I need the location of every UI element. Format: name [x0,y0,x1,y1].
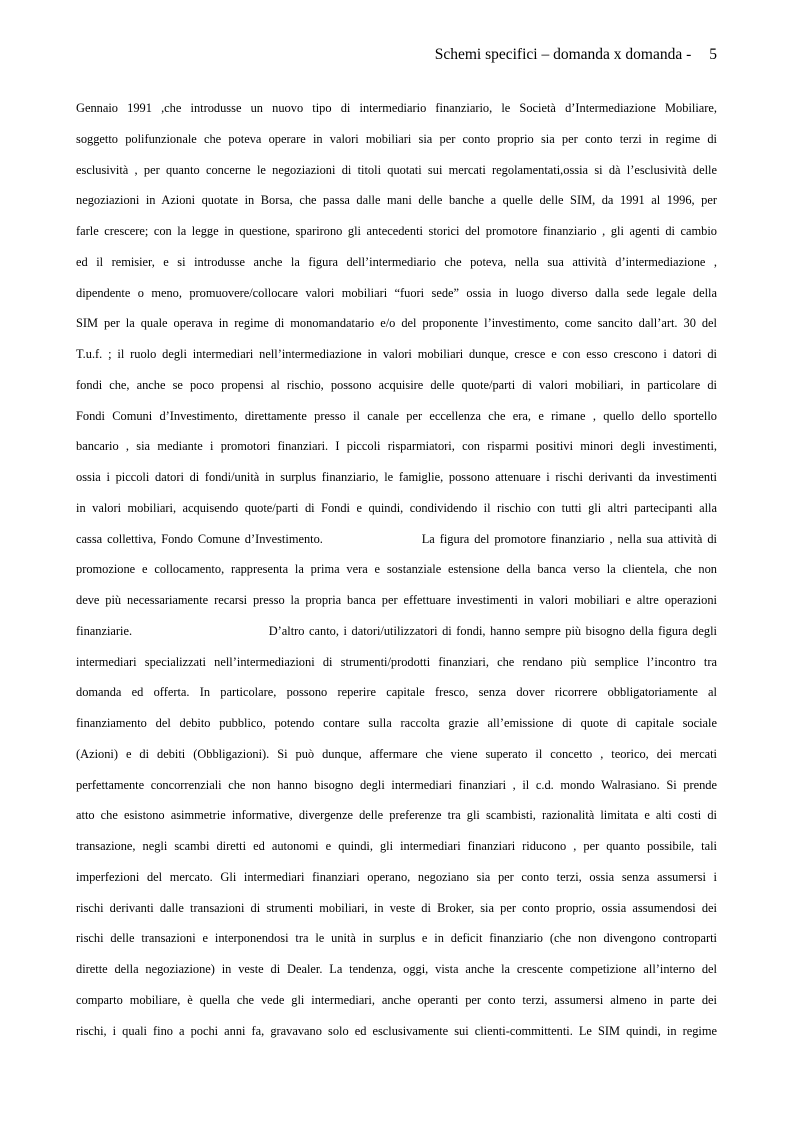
text-line: SIM per la quale operava in regime di monomandatario e/o del proponente l’investimento, come sancito dall’art. 30 del [76,316,717,331]
text-line: negoziazioni in Azioni quotate in Borsa, che passa dalle mani delle banche a quelle delle SIM, da 1991 al 1996, per [76,193,717,208]
text-line: imperfezioni del mercato. Gli intermediari finanziari operano, negoziano sia per conto terzi, ossia senza assumersi i [76,869,717,884]
text-line: finanziarie. D’altro canto, i datori/utilizzatori di fondi, hanno sempre più bisogno della figura degli [76,623,717,638]
text-line: bancario , sia mediante i promotori finanziari. I piccoli risparmiatori, con risparmi positivi minori degli investimenti, [76,439,717,454]
text-line: rischi, i quali fino a pochi anni fa, gravavano solo ed esclusivamente sui clienti-committenti. Le SIM quindi, in regime [76,1023,717,1038]
page-number: 5 [709,46,717,63]
text-line: rischi derivanti dalle transazioni di strumenti mobiliari, in veste di Broker, sia per conto proprio, ossia assumendosi dei [76,900,717,915]
text-line: promozione e collocamento, rappresenta la prima vera e sostanziale estensione della banca verso la clientela, che non [76,562,717,577]
text-line: dipendente o meno, promuovere/collocare valori mobiliari “fuori sede” ossia in luogo diverso dalla sede legale della [76,285,717,300]
text-line: Fondi Comuni d’Investimento, direttamente presso il canale per eccellenza che era, e rimane , quello dello sportello [76,408,717,423]
text-line: ossia i piccoli datori di fondi/unità in surplus finanziario, le famiglie, possono attenuare i rischi derivanti da investimenti [76,470,717,484]
text-line: soggetto polifunzionale che poteva operare in valori mobiliari sia per conto proprio sia per conto terzi in regime di [76,131,717,146]
text-line: (Azioni) e di debiti (Obbligazioni). Si può dunque, affermare che viene superato il concetto , teorico, dei mercati [76,746,717,761]
text-line: finanziamento del debito pubblico, potendo contare sulla raccolta grazie all’emissione di quote di capitale sociale [76,716,717,730]
running-header [435,46,717,64]
text-line: ed il remisier, e si introdusse anche la figura dell’intermediario che poteva, nella sua attività d’intermediazione , [76,254,717,269]
text-line: in valori mobiliari, acquisendo quote/parti di Fondi e quindi, condividendo il rischio con tutti gli altri partecipanti alla [76,500,717,515]
text-line: intermediari specializzati nell’intermediazioni di strumenti/prodotti finanziari, che rendano più semplice l’incontro tra [76,654,717,669]
text-line: cassa collettiva, Fondo Comune d’Investimento. La figura del promotore finanziario , nella sua attività di [76,531,717,546]
text-line: T.u.f. ; il ruolo degli intermediari nell’intermediazione in valori mobiliari dunque, cresce e con esso crescono i datori di [76,347,717,361]
text-line: Gennaio 1991 ,che introdusse un nuovo tipo di intermediario finanziario, le Società d’Intermediazione Mobiliare, [76,101,717,115]
text-line: farle crescere; con la legge in questione, sparirono gli antecedenti storici del promotore finanziario , gli agenti di cambio [76,224,717,238]
text-line: comparto mobiliare, è quella che vede gli intermediari, anche operanti per conto terzi, assumersi almeno in parte dei [76,992,717,1007]
text-line: transazione, negli scambi diretti ed autonomi e quindi, gli intermediari finanziari riducono , per quanto possibile, tali [76,839,717,853]
text-line: fondi che, anche se poco propensi al rischio, possono acquisire delle quote/parti di valori mobiliari, in particolare di [76,377,717,392]
text-line: rischi delle transazioni e interponendosi tra le unità in surplus e in deficit finanziario (che non divengono controparti [76,931,717,946]
body-paragraph [76,98,717,1051]
text-line: deve più necessariamente recarsi presso la propria banca per effettuare investimenti in valori mobiliari e altre operazioni [76,593,717,607]
text-line: domanda ed offerta. In particolare, possono reperire capitale fresco, senza dover ricorrere obbligatoriamente al [76,685,717,700]
text-line: dirette della negoziazione) in veste di Dealer. La tendenza, oggi, vista anche la crescente competizione all’interno del [76,962,717,976]
text-line: perfettamente concorrenziali che non hanno bisogno degli intermediari finanziari , il c.d. mondo Walrasiano. Si prende [76,777,717,792]
header-title: Schemi specifici – domanda x domanda - [434,46,692,63]
text-line: esclusività , per quanto concerne le negoziazioni di titoli quotati sui mercati regolamentati,ossia si dà l’esclusività delle [76,162,717,177]
text-line: atto che esistono asimmetrie informative, divergenze delle preferenze tra gli scambisti, razionalità limitata e alti costi di [76,808,717,823]
